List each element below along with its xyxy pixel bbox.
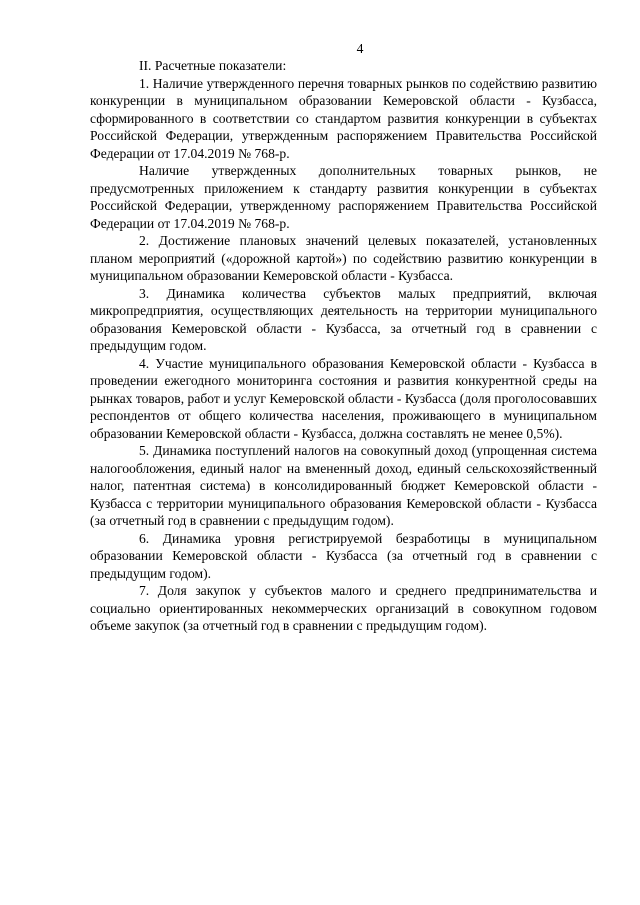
paragraph-6: 6. Динамика уровня регистрируемой безработицы в муниципальном образовании Кемеровской области - Кузбасса (за отчетный год в сравнении с предыдущим годом). [90,530,597,581]
document-body [90,57,597,635]
paragraph-7: 7. Доля закупок у субъектов малого и среднего предпринимательства и социально ориентированных некоммерческих организаций в совокупном годовом объеме закупок (за отчетный год в сравнении с предыдущим годом). [90,583,597,633]
paragraph-2: 2. Достижение плановых значений целевых показателей, установленных планом мероприятий («дорожной картой») по содействию развитию конкуренции в муниципальном образовании Кемеровской области - Кузбасса. [90,233,597,283]
paragraph-1-continued: Наличие утвержденных дополнительных товарных рынков, не предусмотренных приложением к стандарту развития конкуренции в субъектах Российской Федерации, утвержденному распоряжением Правительства Российской Федерации от 17.04.2019 № 768-р. [90,163,597,231]
page-number: 4 [356,41,364,56]
paragraph-4: 4. Участие муниципального образования Кемеровской области - Кузбасса в проведении ежегодного мониторинга состояния и развития конкурентной среды на рынках товаров, работ и услуг Кемеровской области - Кузбасса (доля проголосовавших респондентов от общего количества населения, проживающего в муниципальном образовании Кемеровской области - Кузбасса, должна составлять не менее 0,5%). [90,355,597,441]
paragraph-3: 3. Динамика количества субъектов малых предприятий, включая микропредприятия, осуществляющих деятельность на территории муниципального образования Кемеровской области - Кузбасса, за отчетный год в сравнении с предыдущим годом. [90,285,597,353]
section-heading: II. Расчетные показатели: [139,58,287,73]
paragraph-5: 5. Динамика поступлений налогов на совокупный доход (упрощенная система налогообложения, единый налог на вмененный доход, единый сельскохозяйственный налог, патентная система) в консолидированный бюджет Кемеровской области - Кузбасса с территории муниципального образования Кемеровской области - Кузбасса (за отчетный год в сравнении с предыдущим годом). [90,443,597,528]
paragraph-1: 1. Наличие утвержденного перечня товарных рынков по содействию развитию конкуренции в муниципальном образовании Кемеровской области - Кузбасса, сформированного в соответствии со стандартом развития конкуренции в субъектах Российской Федерации, утвержденным распоряжением Правительства Российской Федерации от 17.04.2019 № 768-р. [90,75,597,161]
